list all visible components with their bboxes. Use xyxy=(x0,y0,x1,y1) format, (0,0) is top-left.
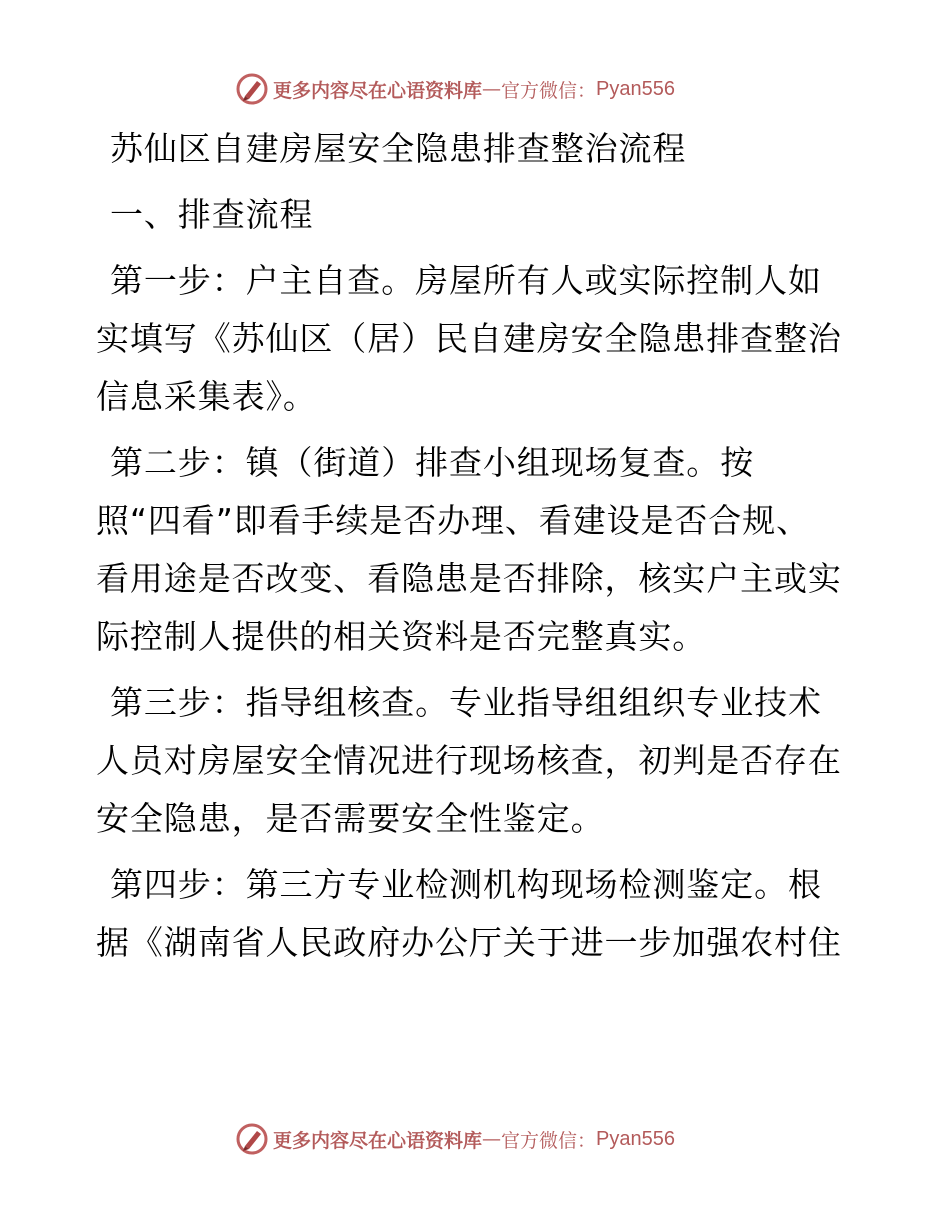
watermark-wechat-id: Pyan556 xyxy=(596,77,675,100)
watermark-wechat-label: 官方微信： xyxy=(501,1129,597,1152)
pen-logo-icon xyxy=(235,72,269,106)
paragraph-line: 第四步：第三方专业检测机构现场检测鉴定。根 xyxy=(110,865,822,904)
paragraph-line: 据《湖南省人民政府办公厅关于进一步加强农村住 xyxy=(96,923,842,962)
step-four-paragraph xyxy=(96,856,856,972)
watermark-separator: — xyxy=(482,78,502,100)
footer-watermark xyxy=(235,1122,715,1156)
paragraph-line: 实填写《苏仙区（居）民自建房安全隐患排查整治 xyxy=(96,319,842,358)
step-one-paragraph xyxy=(96,252,856,426)
paragraph-line: 第三步：指导组核查。专业指导组组织专业技术 xyxy=(110,683,822,722)
watermark-brand: 更多内容尽在心语资料库 xyxy=(273,1129,483,1152)
paragraph-line: 际控制人提供的相关资料是否完整真实。 xyxy=(96,617,707,656)
step-three-paragraph xyxy=(96,674,856,848)
document-body xyxy=(96,120,856,972)
watermark-separator: — xyxy=(482,1128,502,1150)
paragraph-line: 看用途是否改变、看隐患是否排除，核实户主或实 xyxy=(96,559,842,598)
paragraph-line: 第一步：户主自查。房屋所有人或实际控制人如 xyxy=(110,261,822,300)
section-heading: 一、排查流程 xyxy=(110,195,314,234)
paragraph-line: 信息采集表》。 xyxy=(96,377,317,416)
watermark-brand: 更多内容尽在心语资料库 xyxy=(273,79,483,102)
paragraph-line: 人员对房屋安全情况进行现场核查，初判是否存在 xyxy=(96,741,842,780)
header-watermark xyxy=(235,72,715,106)
paragraph-line: 照“四看”即看手续是否办理、看建设是否合规、 xyxy=(96,501,810,540)
paragraph-line: 第二步：镇（街道）排查小组现场复查。按 xyxy=(110,443,755,482)
watermark-wechat-id: Pyan556 xyxy=(596,1127,675,1150)
paragraph-line: 安全隐患，是否需要安全性鉴定。 xyxy=(96,799,605,838)
step-two-paragraph xyxy=(96,434,856,666)
document-title: 苏仙区自建房屋安全隐患排查整治流程 xyxy=(110,129,687,168)
watermark-wechat-label: 官方微信： xyxy=(501,79,597,102)
pen-logo-icon xyxy=(235,1122,269,1156)
